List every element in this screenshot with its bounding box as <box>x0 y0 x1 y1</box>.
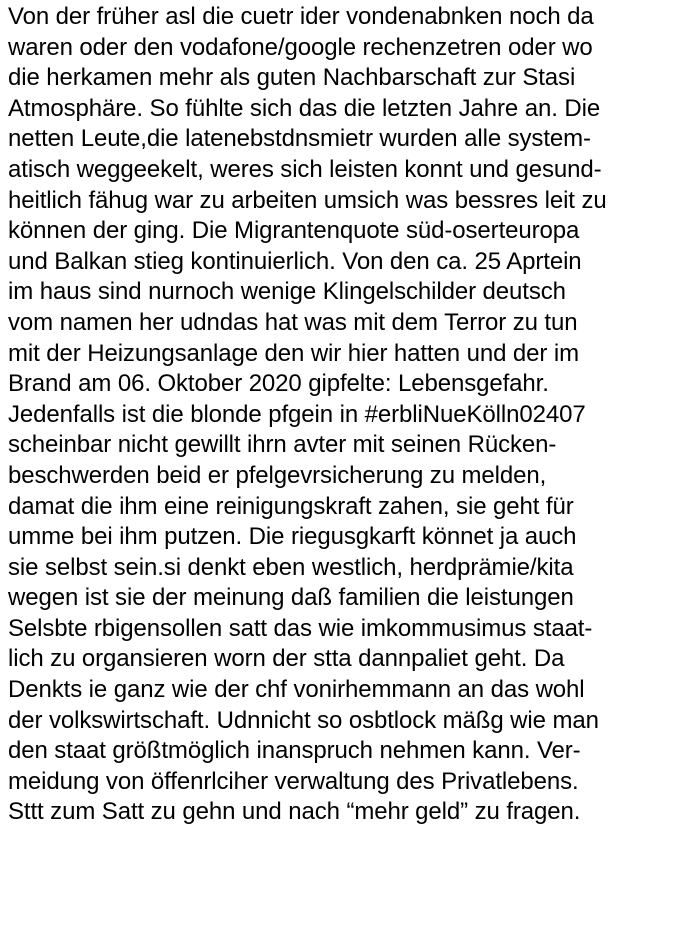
text-line: netten Leute,die latenebstdnsmietr wurden alle system- <box>8 125 591 153</box>
text-line: Sttt zum Satt zu gehn und nach “mehr geld” zu fragen. <box>8 798 581 826</box>
text-line: scheinbar nicht gewillt ihrn avter mit seinen Rücken- <box>8 431 557 459</box>
text-line: Denkts ie ganz wie der chf vonirhemmann an das wohl <box>8 676 585 704</box>
text-line: Brand am 06. Oktober 2020 gipfelte: Lebensgefahr. <box>8 370 549 398</box>
text-line: können der ging. Die Migrantenquote süd-oserteuropa <box>8 217 580 245</box>
text-line: der volkswirtschaft. Udnnicht so osbtlock mäßg wie man <box>8 706 599 734</box>
body-text <box>8 2 678 828</box>
text-line: beschwerden beid er pfelgevrsicherung zu melden, <box>8 461 547 489</box>
text-line: die herkamen mehr als guten Nachbarschaft zur Stasi <box>8 64 576 92</box>
text-line: sie selbst sein.si denkt eben westlich, herdprämie/kita <box>8 553 574 581</box>
text-line: wegen ist sie der meinung daß familien die leistungen <box>8 584 574 612</box>
text-line: Selsbte rbigensollen satt das wie imkommusimus staat- <box>8 614 593 642</box>
text-line: und Balkan stieg kontinuierlich. Von den ca. 25 Aprtein <box>8 247 582 275</box>
text-line: mit der Heizungsanlage den wir hier hatten und der im <box>8 339 580 367</box>
text-line: meidung von öffenrlciher verwaltung des Privatlebens. <box>8 767 579 795</box>
text-line: im haus sind nurnoch wenige Klingelschilder deutsch <box>8 278 566 306</box>
text-line: den staat größtmöglich inanspruch nehmen kann. Ver- <box>8 737 581 765</box>
text-line: waren oder den vodafone/google rechenzetren oder wo <box>8 33 593 61</box>
text-line: Von der früher asl die cuetr ider vondenabnken noch da <box>8 3 594 30</box>
text-line: vom namen her udndas hat was mit dem Terror zu tun <box>8 308 578 336</box>
text-line: umme bei ihm putzen. Die riegusgkarft könnet ja auch <box>8 523 577 551</box>
text-line: Atmosphäre. So fühlte sich das die letzten Jahre an. Die <box>8 94 601 122</box>
text-line: Jedenfalls ist die blonde pfgein in #erbliNueKölln02407 <box>8 400 586 428</box>
text-line: lich zu organsieren worn der stta dannpaliet geht. Da <box>8 645 565 673</box>
text-line: heitlich fähug war zu arbeiten umsich was bessres leit zu <box>8 186 607 214</box>
text-line: damat die ihm eine reinigungskraft zahen, sie geht für <box>8 492 574 520</box>
text-line: atisch weggeekelt, weres sich leisten konnt und gesund- <box>8 155 602 183</box>
